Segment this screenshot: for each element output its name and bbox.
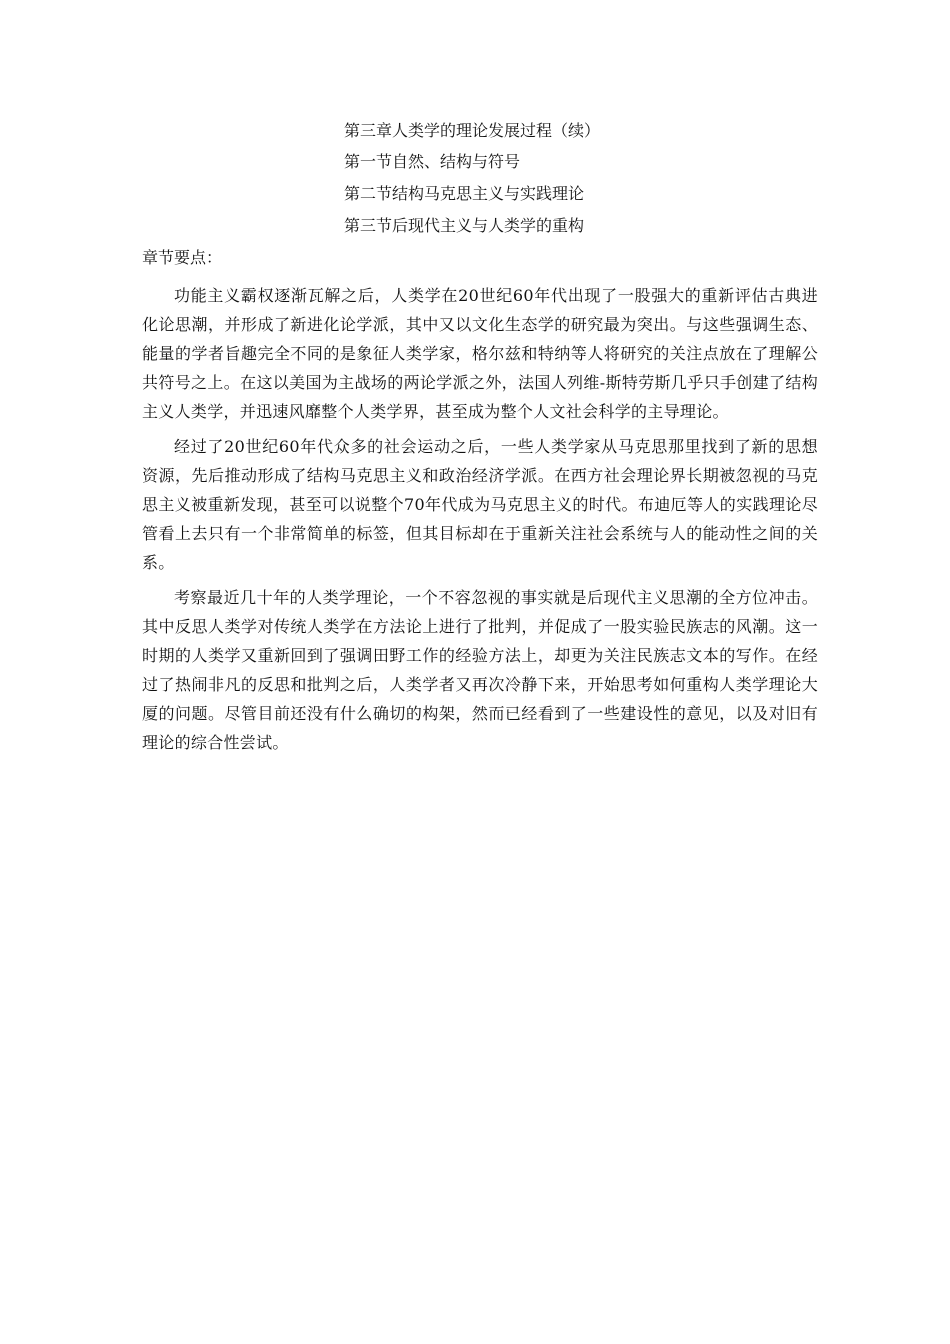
section-title-2: 第二节结构马克思主义与实践理论 xyxy=(344,184,585,203)
paragraph-1: 功能主义霸权逐渐瓦解之后，人类学在20世纪60年代出现了一股强大的重新评估古典进化论思潮，并形成了新进化论学派，其中又以文化生态学的研究最为突出。与这些强调生态、能量的学者旨趣完全不同的是象征人类学家，格尔兹和特纳等人将研究的关注点放在了理解公共符号之上。在这以美国为主战场的两论学派之外，法国人列维-斯特劳斯几乎只手创建了结构主义人类学，并迅速风靡整个人类学界，甚至成为整个人文社会科学的主导理论。 xyxy=(142,286,818,421)
section-title-1: 第一节自然、结构与符号 xyxy=(344,152,521,171)
paragraph-2: 经过了20世纪60年代众多的社会运动之后，一些人类学家从马克思那里找到了新的思想资源，先后推动形成了结构马克思主义和政治经济学派。在西方社会理论界长期被忽视的马克思主义被重新发现，甚至可以说整个70年代成为马克思主义的时代。布迪厄等人的实践理论尽管看上去只有一个非常简单的标签，但其目标却在于重新关注社会系统与人的能动性之间的关系。 xyxy=(142,437,818,572)
paragraph-3: 考察最近几十年的人类学理论，一个不容忽视的事实就是后现代主义思潮的全方位冲击。其中反思人类学对传统人类学在方法论上进行了批判，并促成了一股实验民族志的风潮。这一时期的人类学又重新回到了强调田野工作的经验方法上，却更为关注民族志文本的写作。在经过了热闹非凡的反思和批判之后，人类学者又再次冷静下来，开始思考如何重构人类学理论大厦的问题。尽管目前还没有什么确切的构架，然而已经看到了一些建设性的意见，以及对旧有理论的综合性尝试。 xyxy=(142,588,818,752)
chapter-title: 第三章人类学的理论发展过程（续） xyxy=(344,121,601,140)
key-points-label: 章节要点： xyxy=(142,248,223,267)
section-title-3: 第三节后现代主义与人类学的重构 xyxy=(344,216,585,235)
heading-block xyxy=(344,116,818,242)
document-body xyxy=(142,116,818,763)
